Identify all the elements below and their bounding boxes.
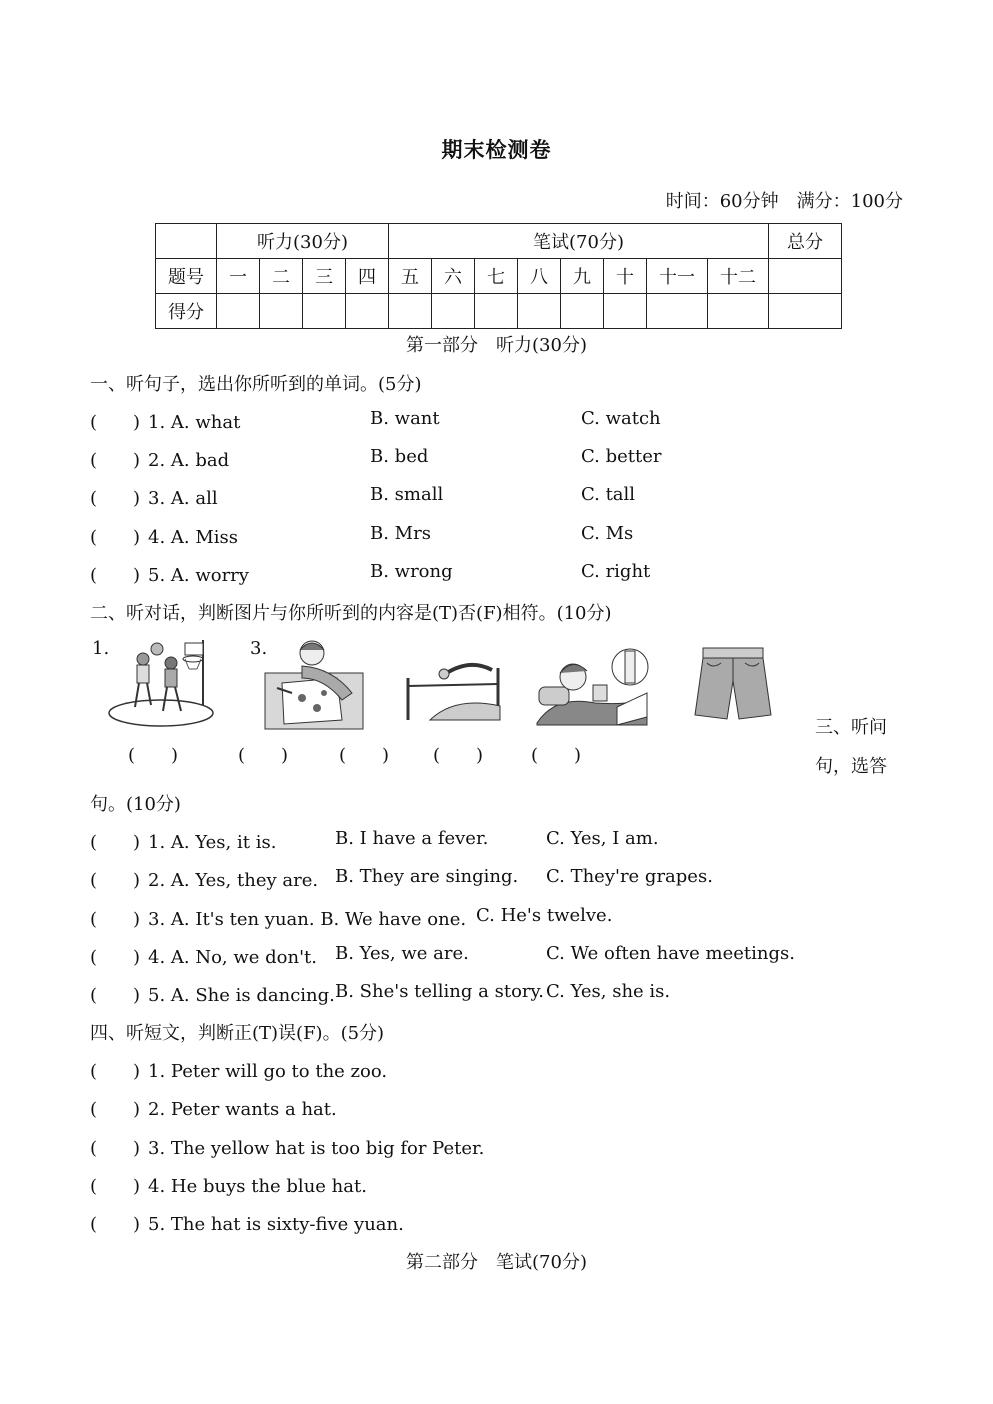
option-a: 5. A. worry (148, 565, 249, 586)
total-cell (769, 259, 842, 294)
section-number: 三 (303, 259, 346, 294)
picture-answer-blank[interactable]: ( ) (531, 745, 582, 766)
list-item (90, 1172, 367, 1198)
list-item (90, 866, 318, 892)
statement-text: 4. He buys the blue hat. (148, 1176, 367, 1197)
basketball-picture (103, 635, 223, 730)
section-number: 八 (518, 259, 561, 294)
option-c: C. He's twelve. (476, 905, 613, 926)
option-a: 5. A. She is dancing. (148, 985, 335, 1006)
list-item (90, 523, 238, 549)
writing-header: 笔试(70分) (389, 224, 769, 259)
option-b: B. They are singing. (335, 866, 519, 887)
statement-text: 2. Peter wants a hat. (148, 1099, 337, 1120)
option-c: C. tall (581, 484, 636, 505)
option-a: 4. A. Miss (148, 527, 238, 548)
section-number: 九 (561, 259, 604, 294)
list-item (90, 446, 229, 472)
score-cell[interactable] (346, 294, 389, 329)
option-b: B. bed (370, 446, 429, 467)
option-b: B. want (370, 408, 440, 429)
option-a: 1. A. what (148, 412, 241, 433)
section-number: 七 (475, 259, 518, 294)
statement-text: 1. Peter will go to the zoo. (148, 1061, 388, 1082)
option-c: C. better (581, 446, 662, 467)
option-b: B. wrong (370, 561, 453, 582)
score-cell[interactable] (518, 294, 561, 329)
option-a: 1. A. Yes, it is. (148, 832, 277, 853)
section4-heading: 四、听短文，判断正(T)误(F)。(5分) (90, 1023, 385, 1044)
answer-blank[interactable]: ( ) (90, 565, 141, 586)
option-b: B. Yes, we are. (335, 943, 469, 964)
list-item (90, 408, 240, 434)
score-cell[interactable] (260, 294, 303, 329)
option-c: C. watch (581, 408, 661, 429)
score-cell[interactable] (604, 294, 647, 329)
option-b: B. Mrs (370, 523, 431, 544)
picture-answer-blank[interactable]: ( ) (433, 745, 484, 766)
option-c: C. Yes, she is. (546, 981, 671, 1002)
exam-meta: 时间：60分钟 满分：100分 (665, 191, 903, 212)
picture-answer-blank[interactable]: ( ) (339, 745, 390, 766)
score-cell[interactable] (217, 294, 260, 329)
option-a: 2. A. bad (148, 450, 230, 471)
section-number: 十一 (647, 259, 708, 294)
part1-title: 第一部分 听力(30分) (406, 335, 587, 356)
section3-heading-part: 句，选答 (815, 756, 887, 777)
page-title: 期末检测卷 (441, 137, 552, 162)
answer-blank[interactable]: ( ) (90, 412, 141, 433)
total-score-cell[interactable] (769, 294, 842, 329)
option-a: 4. A. No, we don't. (148, 947, 318, 968)
answer-blank[interactable]: ( ) (90, 1176, 141, 1197)
section2-heading: 二、听对话，判断图片与你所听到的内容是(T)否(F)相符。(10分) (90, 603, 612, 624)
list-item (90, 1057, 387, 1083)
section-number: 十二 (708, 259, 769, 294)
score-cell[interactable] (561, 294, 604, 329)
section-number: 十 (604, 259, 647, 294)
sick-in-bed-picture (535, 645, 650, 727)
list-item (90, 905, 466, 931)
high-jump-picture (400, 648, 505, 723)
picture-answer-blank[interactable]: ( ) (238, 745, 289, 766)
answer-blank[interactable]: ( ) (90, 1214, 141, 1235)
answer-blank[interactable]: ( ) (90, 488, 141, 509)
answer-blank[interactable]: ( ) (90, 527, 141, 548)
picture-number: 3. (250, 638, 268, 659)
listening-header: 听力(30分) (217, 224, 389, 259)
section-number: 六 (432, 259, 475, 294)
score-cell[interactable] (432, 294, 475, 329)
option-a: 3. A. all (148, 488, 218, 509)
score-cell[interactable] (475, 294, 518, 329)
section3-heading-part: 句。(10分) (90, 794, 181, 815)
answer-blank[interactable]: ( ) (90, 985, 141, 1006)
option-a: 2. A. Yes, they are. (148, 870, 319, 891)
picture-number: 1. (92, 638, 110, 659)
option-c: C. They're grapes. (546, 866, 713, 887)
row-label-number: 题号 (156, 259, 217, 294)
score-cell[interactable] (303, 294, 346, 329)
section-number: 一 (217, 259, 260, 294)
statement-text: 5. The hat is sixty-five yuan. (148, 1214, 404, 1235)
answer-blank[interactable]: ( ) (90, 832, 141, 853)
list-item (90, 828, 276, 854)
option-c: C. Ms (581, 523, 634, 544)
answer-blank[interactable]: ( ) (90, 1138, 141, 1159)
list-item (90, 1210, 404, 1236)
score-table (155, 223, 842, 329)
option-a: 3. A. It's ten yuan. B. We have one. (148, 909, 467, 930)
option-c: C. We often have meetings. (546, 943, 795, 964)
section3-heading-part: 三、听问 (815, 717, 887, 738)
answer-blank[interactable]: ( ) (90, 909, 141, 930)
answer-blank[interactable]: ( ) (90, 450, 141, 471)
option-b: B. I have a fever. (335, 828, 489, 849)
score-cell[interactable] (647, 294, 708, 329)
section-number: 五 (389, 259, 432, 294)
statement-text: 3. The yellow hat is too big for Peter. (148, 1138, 485, 1159)
score-table-corner (156, 224, 217, 259)
part2-title: 第二部分 笔试(70分) (406, 1252, 587, 1273)
list-item (90, 561, 249, 587)
score-cell[interactable] (708, 294, 769, 329)
option-c: C. Yes, I am. (546, 828, 659, 849)
option-c: C. right (581, 561, 651, 582)
list-item (90, 943, 317, 969)
answer-blank[interactable]: ( ) (90, 1061, 141, 1082)
drawing-picture (262, 638, 367, 733)
section-number: 四 (346, 259, 389, 294)
option-b: B. She's telling a story. (335, 981, 545, 1002)
picture-answer-blank[interactable]: ( ) (128, 745, 179, 766)
list-item (90, 1134, 484, 1160)
list-item (90, 1095, 337, 1121)
answer-blank[interactable]: ( ) (90, 1099, 141, 1120)
row-label-score: 得分 (156, 294, 217, 329)
total-header: 总分 (769, 224, 842, 259)
list-item (90, 981, 335, 1007)
list-item (90, 484, 218, 510)
section-number: 二 (260, 259, 303, 294)
shorts-picture (693, 645, 773, 723)
section1-heading: 一、听句子，选出你所听到的单词。(5分) (90, 374, 422, 395)
answer-blank[interactable]: ( ) (90, 947, 141, 968)
answer-blank[interactable]: ( ) (90, 870, 141, 891)
option-b: B. small (370, 484, 444, 505)
score-cell[interactable] (389, 294, 432, 329)
